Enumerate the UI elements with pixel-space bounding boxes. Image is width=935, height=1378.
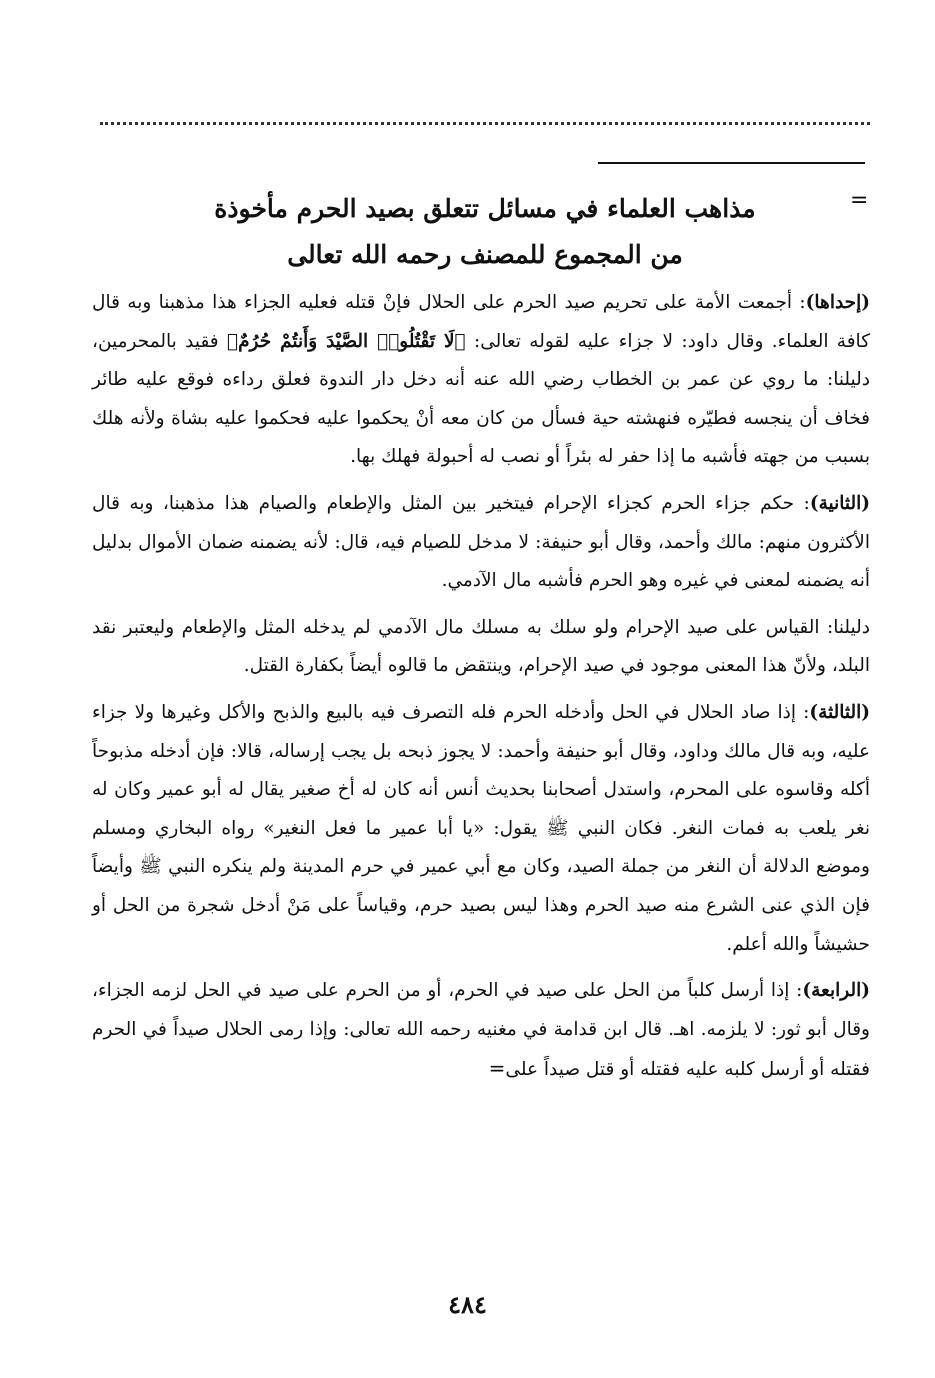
paragraph-5-lead: (الرابعة) (802, 980, 870, 1002)
paragraph-1 (92, 284, 870, 477)
paragraph-2 (92, 485, 870, 601)
paragraph-3-text: دليلنا: القياس على صيد الإحرام ولو سلك به مسلك مال الآدمي لم يدخله المثل والإطعام وليعتبر نقد البلد، ولأنّ هذا المعنى موجود في صيد الإحرام، وينتقض ما قالوه أيضاً بكفارة القتل. (92, 616, 870, 677)
heading-line-2: من المجموع للمصنف رحمه الله تعالى (287, 240, 683, 269)
paragraph-5-text: : إذا أرسل كلباً من الحل على صيد في الحرم، أو من الحرم على صيد في الحل لزمه الجزاء، وقال أبو ثور: لا يلزمه. اهـ. قال ابن قدامة في مغنيه رحمه الله تعالى: وإذا رمى الحلال صيداً في الحرم فقتله أو أرسل كلبه عليه فقتله أو قتل صيداً على (92, 980, 870, 1081)
continuation-mark-end: = (488, 1056, 506, 1081)
header-short-rule (598, 162, 865, 164)
page-number: ٤٨٤ (448, 1290, 487, 1319)
paragraph-4-text: : إذا صاد الحلال في الحل وأدخله الحرم فله التصرف فيه بالبيع والذبح والأكل وغيرها ولا جزاء عليه، وبه قال مالك وداود، وقال أبو حنيفة وأحمد: لا يجوز ذبحه بل يجب إرساله، قالا: فإن أدخله مذبوحاً أكله وقاسوه على المحرم، واستدل أصحابنا بحديث أنس أنه كان له أخ صغير يقال له أبو عمير وكان له نغر يلعب به فمات النغر. فكان النبي ﷺ يقول: «يا أبا عمير ما فعل النغير» رواه البخاري ومسلم وموضع الدلالة أن النغر من جملة الصيد، وكان مع أبي عمير في حرم المدينة ولم ينكره النبي ﷺ وأيضاً فإن الذي عنى الشرع منه صيد الحرم وهذا ليس بصيد حرم، وقياساً على مَنْ أدخل شجرة من الحل أو حشيشاً والله أعلم. (92, 701, 870, 955)
heading-line-1: مذاهب العلماء في مسائل تتعلق بصيد الحرم مأخوذة (214, 194, 756, 223)
paragraph-2-text: : حكم جزاء الحرم كجزاء الإحرام فيتخير بين المثل والإطعام والصيام هذا مذهبنا، وبه قال الأكثرون منهم: مالك وأحمد، وقال أبو حنيفة: لا مدخل للصيام فيه، قال: لأنه يضمنه ضمان الأموال بدليل أنه يضمنه لمعنى في غيره وهو الحرم فأشبه مال الآدمي. (92, 492, 870, 592)
paragraph-4-lead: (الثالثة) (809, 701, 870, 723)
paragraph-1-lead: (إحداها) (805, 292, 870, 313)
section-heading (140, 186, 830, 278)
paragraph-1-text-before: : أجمعت الأمة على تحريم صيد الحرم على الحلال فإنْ قتله فعليه الجزاء هذا مذهبنا وبه قال كافة العلماء. وقال داود: لا جزاء عليه لقوله تعالى: (92, 292, 871, 352)
paragraph-1-text-after: فقيد بالمحرمين، دليلنا: ما روي عن عمر بن الخطاب رضي الله عنه أنه دخل دار الندوة فعلق رداءه فوقع عليه طائر فخاف أن ينجسه فطيّره فنهشته حية فسأل من كان معه أنْ يحكموا عليه فحكموا عليه بشاة ولأنه هلك بسبب من جهته فأشبه ما إذا حفر له بئراً أو نصب له أحبولة فهلك بها. (92, 330, 870, 468)
continuation-mark-top: = (850, 188, 869, 213)
paragraph-5 (92, 972, 870, 1090)
paragraph-2-lead: (الثانية) (809, 492, 870, 514)
quran-verse: ﴿لَا تَقْتُلُوا۟ الصَّيْدَ وَأَنتُمْ حُرُمٌ﴾ (226, 330, 466, 352)
body-text (92, 284, 870, 1098)
paragraph-4 (92, 694, 870, 964)
header-dotted-rule (100, 122, 870, 125)
paragraph-3 (92, 609, 870, 686)
